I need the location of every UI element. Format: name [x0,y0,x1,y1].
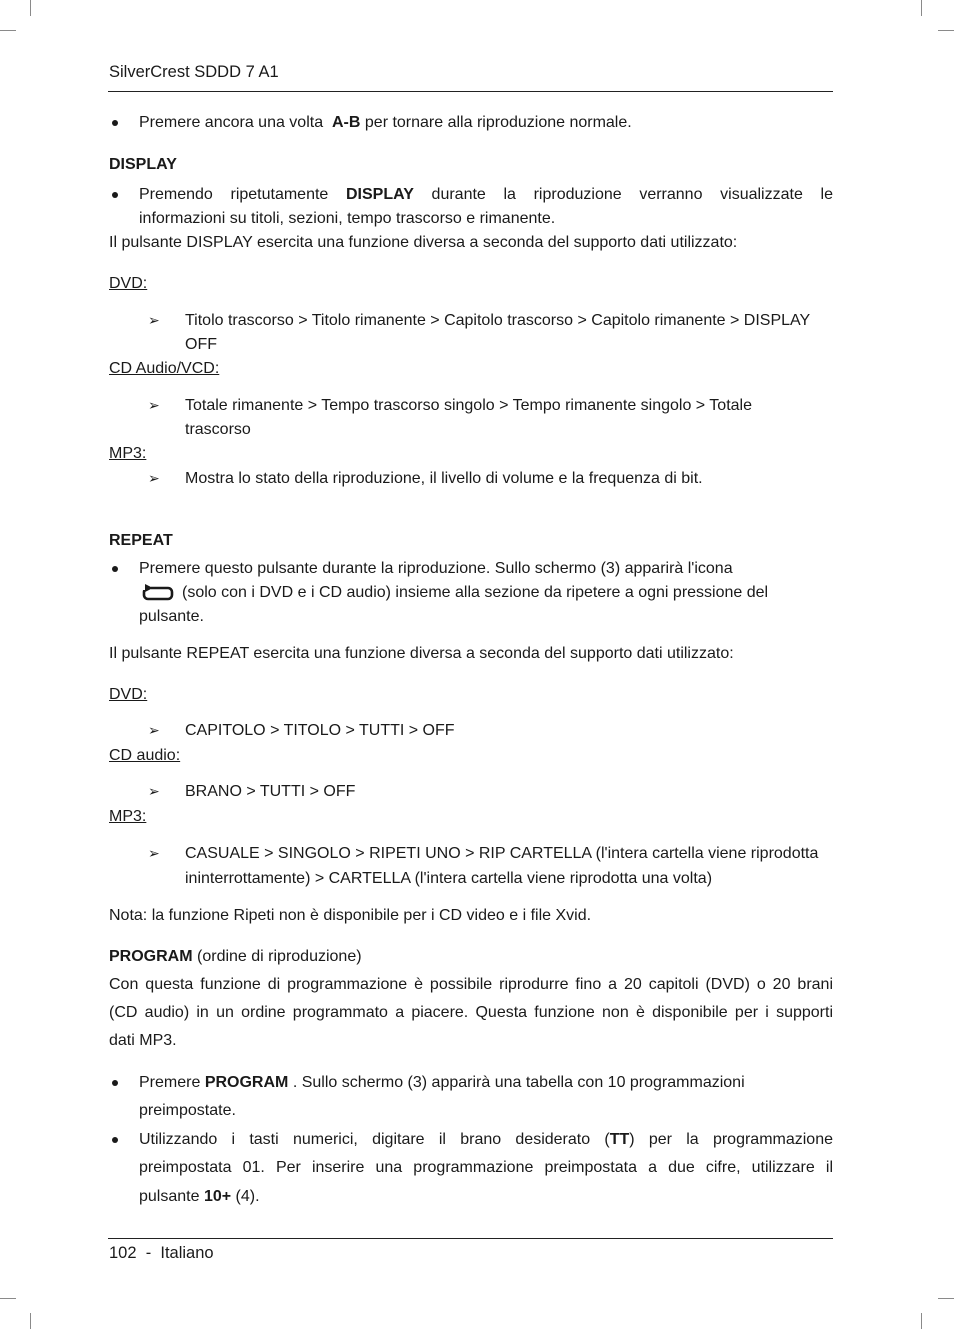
display-mp3-label: MP3: [109,445,147,462]
crop-mark [0,30,16,31]
program-heading-key: PROGRAM [109,948,193,965]
display-mp3-line1: Mostra lo stato della riproduzione, il livello di volume e la frequenza di bit. [185,470,703,487]
repeat-mp3-line1: CASUALE > SINGOLO > RIPETI UNO > RIP CARTELLA (l'intera cartella viene riprodotta [185,845,819,862]
crop-mark [921,0,922,16]
program-bullet2-line2: preimpostata 01. Per inserire una programmazione preimpostata a due cifre, utilizzare il [139,1159,833,1176]
display-dvd-line1: Titolo trascorso > Titolo rimanente > Capitolo trascorso > Capitolo rimanente > DISPLAY [185,312,811,329]
crop-mark [921,1313,922,1329]
intro-key: A-B [332,114,361,131]
program-b2-key: TT [609,1131,630,1148]
crop-mark [0,1298,16,1299]
arrow-bullet-icon: ➢ [148,783,160,799]
arrow-bullet-icon: ➢ [148,722,160,738]
repeat-heading: REPEAT [109,532,173,549]
arrow-bullet-icon: ➢ [148,845,160,861]
crop-mark [938,30,954,31]
program-b2-post: ) per la programmazione [629,1131,833,1148]
program-b2-line3-key: 10+ [203,1188,232,1205]
bullet-dot [112,1080,118,1086]
repeat-dvd-label: DVD: [109,686,148,703]
program-b1-post: . Sullo schermo (3) apparirà una tabella con 10 programmazioni [292,1074,745,1091]
repeat-cd-label: CD audio: [109,747,181,764]
crop-mark [938,1298,954,1299]
page-footer: 102 - Italiano [109,1244,214,1262]
program-para-line3: dati MP3. [109,1032,177,1049]
display-dvd-label: DVD: [109,275,148,292]
intro-pre: Premere ancora una volta [139,114,324,131]
display-heading: DISPLAY [109,156,177,173]
bullet-dot [112,1137,118,1143]
footer-rule [108,1238,833,1239]
header-rule [108,91,833,92]
crop-mark [30,1313,31,1329]
repeat-bullet-line3: pulsante. [139,608,204,625]
repeat-cd-line1: BRANO > TUTTI > OFF [185,783,356,800]
repeat-mp3-line2: ininterrottamente) > CARTELLA (l'intera cartella viene riprodotta una volta) [185,870,713,887]
program-bullet1-line1 [139,1073,745,1093]
intro-post: per tornare alla riproduzione normale. [364,114,632,131]
display-cd-line2: trascorso [185,421,251,438]
program-bullet2-line1 [139,1130,833,1150]
arrow-bullet-icon: ➢ [148,312,160,328]
program-bullet2-line3 [139,1187,260,1207]
program-heading-sub: (ordine di riproduzione) [197,948,362,965]
repeat-nota: Nota: la funzione Ripeti non è disponibile per i CD video e i file Xvid. [109,907,592,924]
arrow-bullet-icon: ➢ [148,470,160,486]
display-cd-line1: Totale rimanente > Tempo trascorso singolo > Tempo rimanente singolo > Totale [185,397,752,414]
repeat-icon [141,584,175,602]
bullet-dot [112,120,118,126]
display-bullet-line1 [139,185,833,205]
intro-bullet-text [139,113,632,133]
program-b1-key: PROGRAM [204,1074,289,1091]
display-bullet-pre: Premendo ripetutamente [139,186,329,203]
display-note: Il pulsante DISPLAY esercita una funzione diversa a seconda del supporto dati utilizzato: [109,234,738,251]
program-bullet1-line2: preimpostate. [139,1102,236,1119]
program-b2-line3-pre: pulsante [139,1188,200,1205]
display-bullet-post: durante la riproduzione verranno visualizzate le [431,186,833,203]
program-heading [109,947,362,967]
page-header-title: SilverCrest SDDD 7 A1 [109,63,279,81]
program-b1-pre: Premere [139,1074,201,1091]
repeat-bullet-line2: (solo con i DVD e i CD audio) insieme alla sezione da ripetere a ogni pressione del [182,584,769,601]
arrow-bullet-icon: ➢ [148,397,160,413]
bullet-dot [112,192,118,198]
display-dvd-line2: OFF [185,336,217,353]
repeat-mp3-label: MP3: [109,808,147,825]
bullet-dot [112,566,118,572]
program-para-line2: (CD audio) in un ordine programmato a piacere. Questa funzione non è disponibile per i supporti [109,1004,833,1021]
display-bullet-line2: informazioni su titoli, sezioni, tempo trascorso e rimanente. [139,210,556,227]
repeat-note: Il pulsante REPEAT esercita una funzione diversa a seconda del supporto dati utilizzato: [109,645,734,662]
crop-mark [30,0,31,16]
display-bullet-key: DISPLAY [346,186,414,203]
program-b2-line3-post: (4). [235,1188,260,1205]
display-cd-label: CD Audio/VCD: [109,360,220,377]
program-b2-pre: Utilizzando i tasti numerici, digitare il brano desiderato ( [139,1131,610,1148]
repeat-dvd-line1: CAPITOLO > TITOLO > TUTTI > OFF [185,722,455,739]
repeat-bullet-line1: Premere questo pulsante durante la riproduzione. Sullo schermo (3) apparirà l'icona [139,560,733,577]
program-para-line1: Con questa funzione di programmazione è possibile riprodurre fino a 20 capitoli (DVD) o 20 brani [109,976,833,993]
